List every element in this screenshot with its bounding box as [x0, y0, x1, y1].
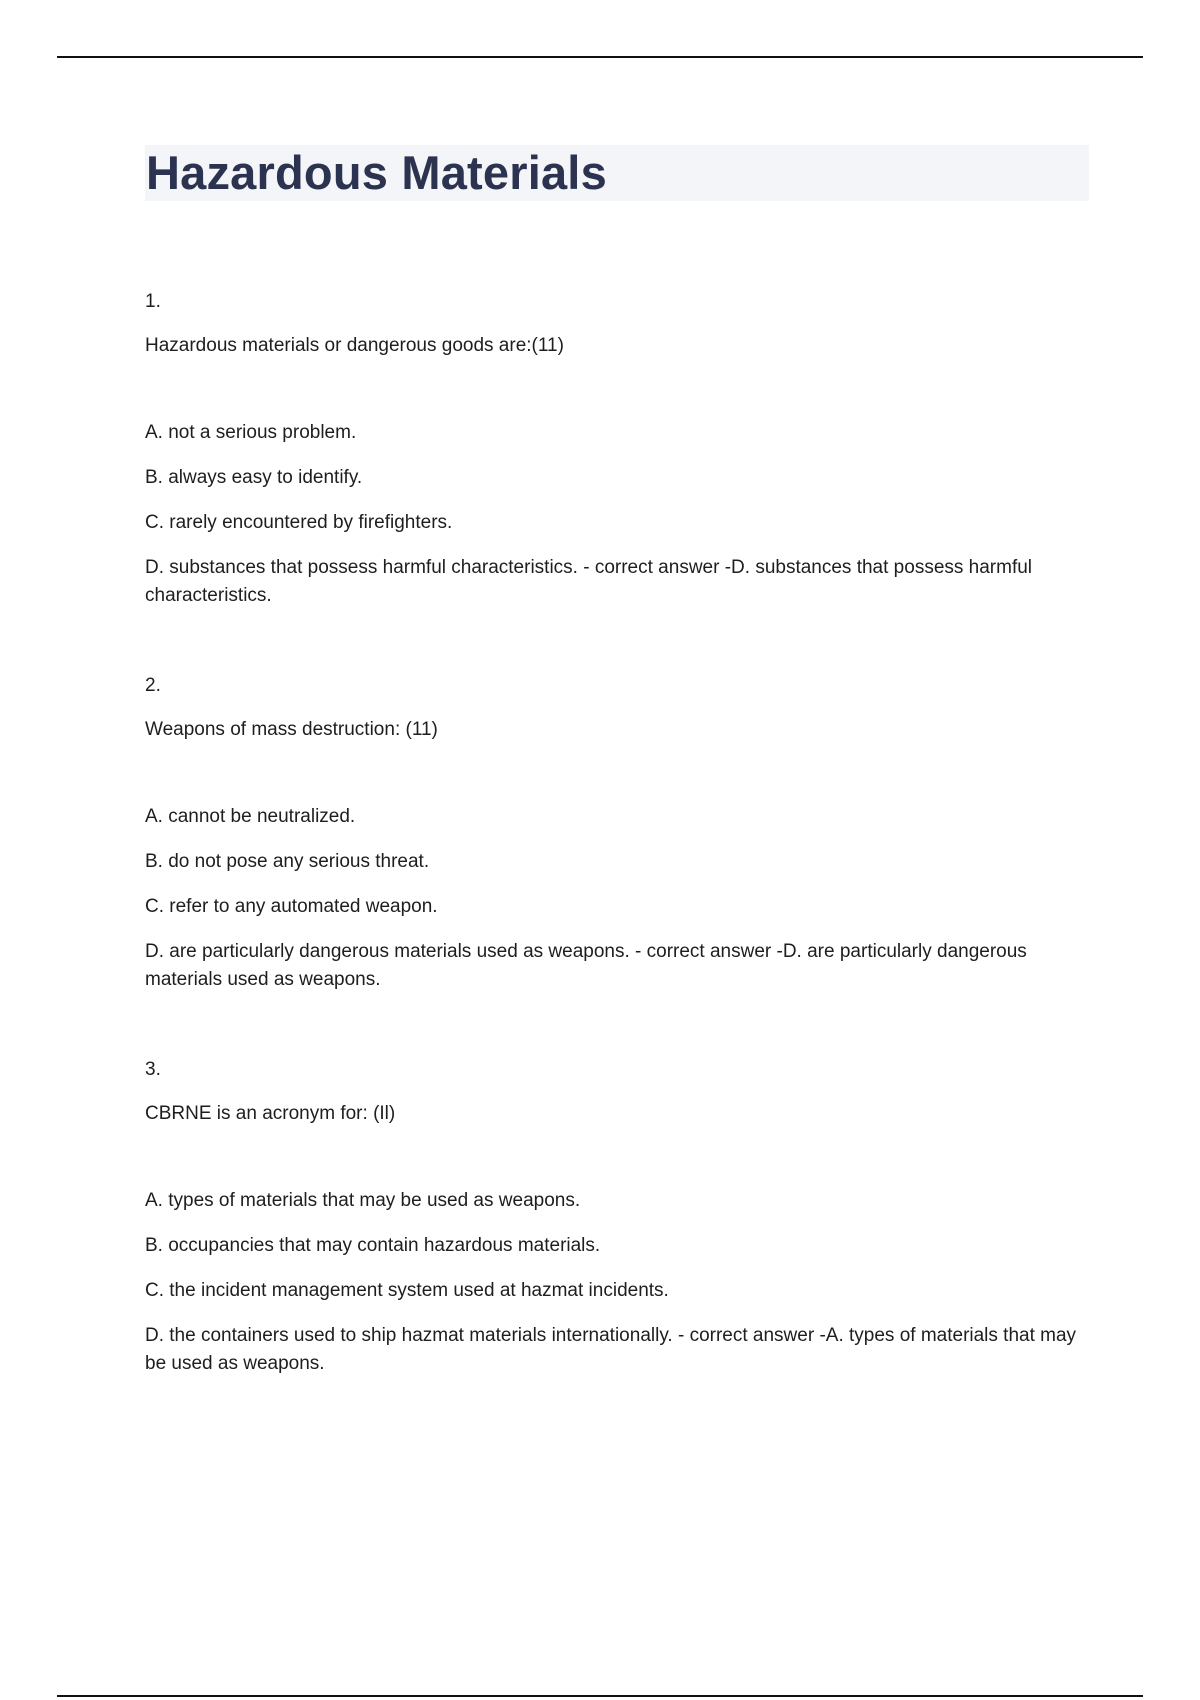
answer-options: [145, 803, 1095, 994]
question-1: [145, 288, 1095, 610]
question-2: [145, 672, 1095, 994]
question-number: 1.: [145, 291, 161, 312]
top-divider: [57, 56, 1143, 58]
question-text: Hazardous materials or dangerous goods are:(11): [145, 335, 564, 356]
answer-option-c: C. refer to any automated weapon.: [145, 896, 438, 917]
question-text: CBRNE is an acronym for: (Il): [145, 1103, 396, 1124]
answer-option-b: B. do not pose any serious threat.: [145, 851, 430, 872]
answer-options: [145, 419, 1095, 610]
answer-option-c: C. the incident management system used at hazmat incidents.: [145, 1280, 669, 1301]
answer-option-b: B. occupancies that may contain hazardous materials.: [145, 1235, 601, 1256]
bottom-divider: [57, 1695, 1143, 1697]
answer-option-d: D. are particularly dangerous materials used as weapons. - correct answer -D. are particularly dangerous materials used as weapons.: [145, 941, 1027, 990]
answer-option-d: D. substances that possess harmful characteristics. - correct answer -D. substances that possess harmful characteristics.: [145, 557, 1033, 606]
answer-option-d: D. the containers used to ship hazmat materials internationally. - correct answer -A. types of materials that may be used as weapons.: [145, 1325, 1077, 1374]
question-list: [145, 288, 1095, 1378]
answer-option-c: C. rarely encountered by firefighters.: [145, 512, 453, 533]
document-title: Hazardous Materials: [146, 146, 607, 199]
answer-option-b: B. always easy to identify.: [145, 467, 363, 488]
question-number: 2.: [145, 675, 161, 696]
answer-option-a: A. cannot be neutralized.: [145, 806, 356, 827]
answer-option-a: A. not a serious problem.: [145, 422, 357, 443]
question-text: Weapons of mass destruction: (11): [145, 719, 438, 740]
answer-options: [145, 1187, 1095, 1378]
answer-option-a: A. types of materials that may be used as weapons.: [145, 1190, 581, 1211]
question-3: [145, 1056, 1095, 1378]
question-number: 3.: [145, 1059, 161, 1080]
